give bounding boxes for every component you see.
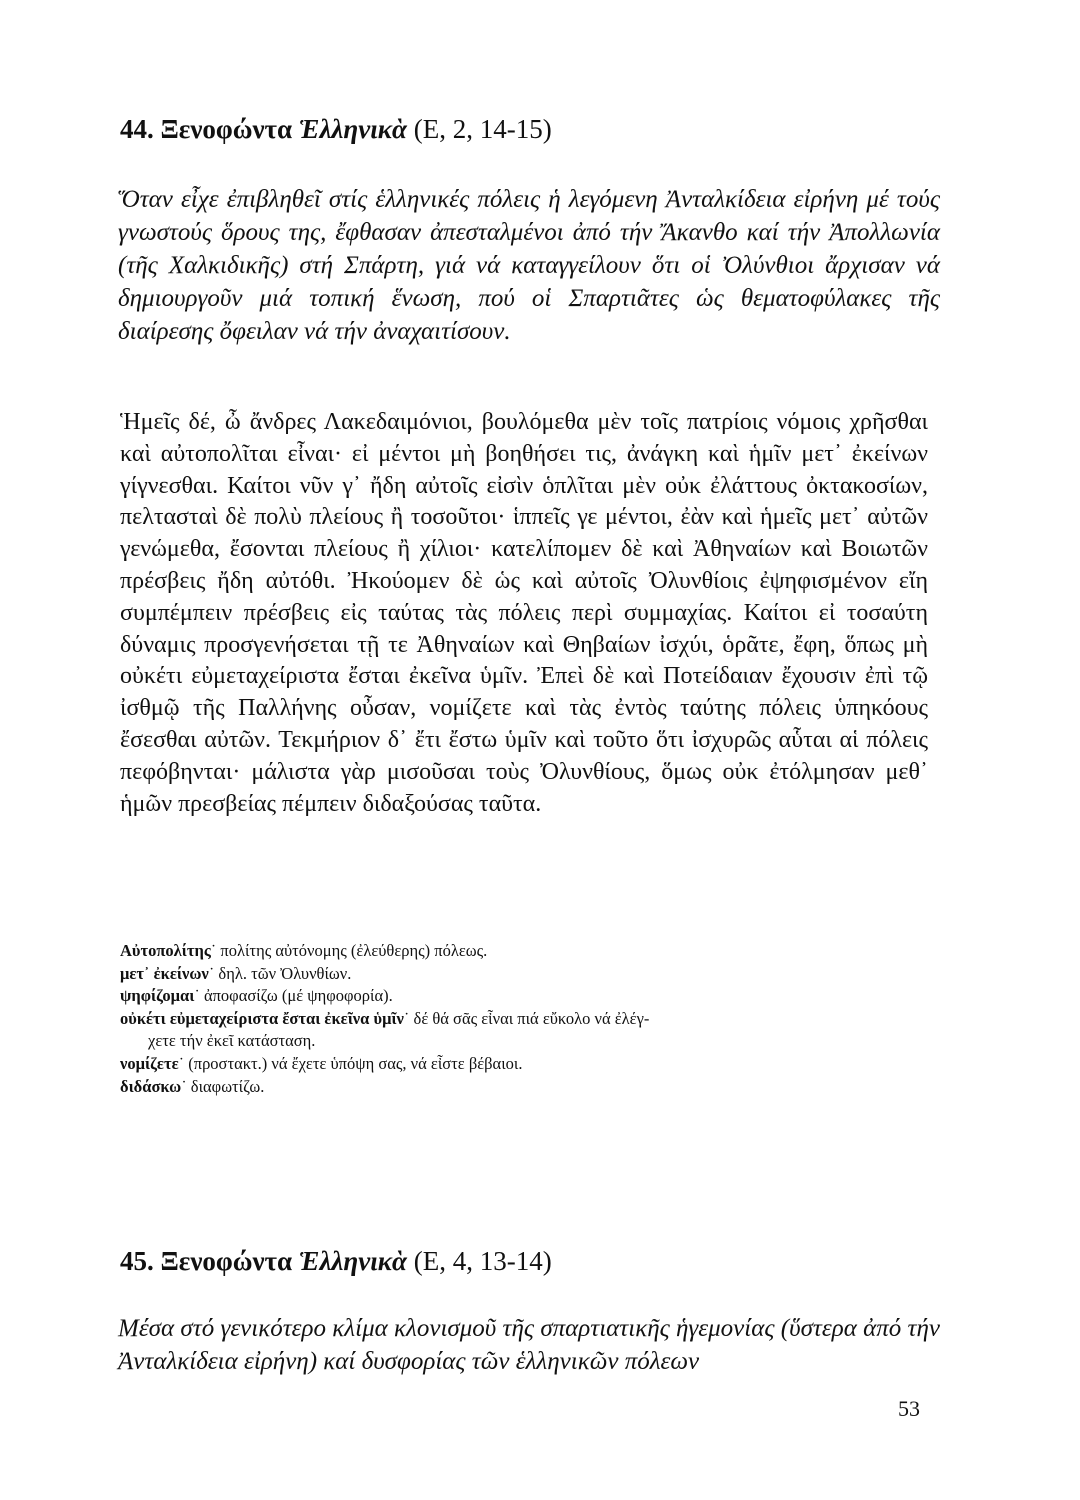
section-44-glossary [120, 940, 940, 1098]
glossary-definition: ˙ (προστακτ.) νά ἔχετε ὑπόψη σας, νά εἶστε βέβαιοι. [178, 1053, 523, 1073]
work-title: Ἑλληνικὰ [298, 114, 407, 144]
glossary-definition: ˙ διαφωτίζω. [181, 1076, 265, 1096]
glossary-term: μετ᾽ ἐκείνων [120, 963, 209, 983]
section-45-intro: Μέσα στό γενικότερο κλίμα κλονισμοῦ τῆς σπαρτιατικῆς ἡγεμονίας (ὕστερα ἀπό τήν Ἀνταλκίδεια εἰρήνη) καί δυσφορίας τῶν ἑλληνικῶν πόλεων [118, 1315, 940, 1375]
section-45-heading [120, 1245, 552, 1277]
glossary-entry [120, 963, 940, 986]
glossary-term: νομίζετε [120, 1053, 179, 1073]
glossary-entry [120, 1008, 940, 1031]
author-name: Ξενοφώντα [160, 114, 293, 144]
glossary-term: οὐκέτι εὐμεταχείριστα ἔσται ἐκεῖνα ὑμῖν [120, 1008, 404, 1028]
page-number: 53 [898, 1396, 920, 1421]
section-44-intro: Ὅταν εἶχε ἐπιβληθεῖ στίς ἑλληνικές πόλεις ἡ λεγόμενη Ἀνταλκίδεια εἰρήνη μέ τούς γνωστούς ὅρους της, ἔφθασαν ἀπεσταλμένοι ἀπό τήν Ἄκανθο καί τήν Ἀπολλωνία (τῆς Χαλκιδικῆς) στή Σπάρτη, γιά νά καταγγείλουν ὅτι οἱ Ὀλύνθιοι ἄρχισαν νά δημιουργοῦν μιά τοπική ἕνωση, πού οἱ Σπαρτιᾶτες ὡς θεματοφύλακες τῆς διαίρεσης ὄφειλαν νά τήν ἀναχαιτίσουν. [118, 186, 940, 345]
glossary-entry [120, 1076, 940, 1099]
glossary-definition: ˙ πολίτης αὐτόνομης (ἐλεύθερης) πόλεως. [210, 941, 488, 960]
section-44-heading [120, 113, 552, 145]
glossary-definition: ˙ δέ θά σᾶς εἶναι πιά εὔκολο νά ἐλέγ- [403, 1008, 650, 1028]
section-44-greek-text: Ἡμεῖς δέ, ὦ ἄνδρες Λακεδαιμόνιοι, βουλόμεθα μὲν τοῖς πατρίοις νόμοις χρῆσθαι καὶ αὐτοπολῖται εἶναι· εἰ μέντοι μὴ βοηθήσει τις, ἀνάγκη καὶ ἡμῖν μετ᾽ ἐκείνων γίγνεσθαι. Καίτοι νῦν γ᾽ ἤδη αὐτοῖς εἰσὶν ὁπλῖται μὲν οὐκ ἐλάττους ὀκτακοσίων, πελτασταὶ δὲ πολὺ πλείους ἢ τοσοῦτοι· ἱππεῖς γε μέντοι, ἐὰν καὶ ἡμεῖς μετ᾽ αὐτῶν γενώμεθα, ἔσονται πλείους ἢ χίλιοι· κατελίπομεν δὲ καὶ Ἀθηναίων καὶ Βοιωτῶν πρέσβεις ἤδη αὐτόθι. Ἠκούομεν δὲ ὡς καὶ αὐτοῖς Ὀλυνθίοις ἐψηφισμένον εἴη συμπέμπειν πρέσβεις εἰς ταύτας τὰς πόλεις περὶ συμμαχίας. Καίτοι εἰ τοσαύτη δύναμις προσγενήσεται τῇ τε Ἀθηναίων καὶ Θηβαίων ἰσχύι, ὁρᾶτε, ἔφη, ὅπως μὴ οὐκέτι εὐμεταχείριστα ἔσται ἐκεῖνα ὑμῖν. Ἐπεὶ δὲ καὶ Ποτείδαιαν ἔχουσιν ἐπὶ τῷ ἰσθμῷ τῆς Παλλήνης οὖσαν, νομίζετε καὶ τὰς ἐντὸς ταύτης πόλεις ὑπηκόους ἔσεσθαι αὐτῶν. Τεκμήριον δ᾽ ἔτι ἔστω ὑμῖν καὶ τοῦτο ὅτι ἰσχυρῶς αὗται αἱ πόλεις πεφόβηνται· μάλιστα γὰρ μισοῦσαι τοὺς Ὀλυνθίους, ὅμως οὐκ ἐτόλμησαν μεθ᾽ ἡμῶν πρεσβείας πέμπειν διδαξούσας ταῦτα. [120, 409, 928, 817]
glossary-entry [120, 1053, 940, 1076]
glossary-term: διδάσκω [120, 1076, 182, 1096]
glossary-entry [120, 985, 940, 1008]
section-number: 45. [120, 1246, 154, 1276]
glossary-definition: ˙ ἀποφασίζω (μέ ψηφοφορία). [194, 986, 393, 1006]
glossary-definition: ˙ δηλ. τῶν Ὀλυνθίων. [208, 963, 352, 983]
work-title: Ἑλληνικὰ [298, 1246, 407, 1276]
glossary-term: Αὐτοπολίτης [120, 941, 211, 960]
work-reference: (Ε, 4, 13-14) [413, 1246, 552, 1276]
author-name: Ξενοφώντα [160, 1246, 293, 1276]
glossary-continuation: χετε τήν ἐκεῖ κατάσταση. [148, 1031, 316, 1051]
work-reference: (Ε, 2, 14-15) [413, 114, 552, 144]
section-number: 44. [120, 114, 154, 144]
glossary-entry [120, 940, 940, 963]
glossary-term: ψηφίζομαι [120, 986, 195, 1006]
